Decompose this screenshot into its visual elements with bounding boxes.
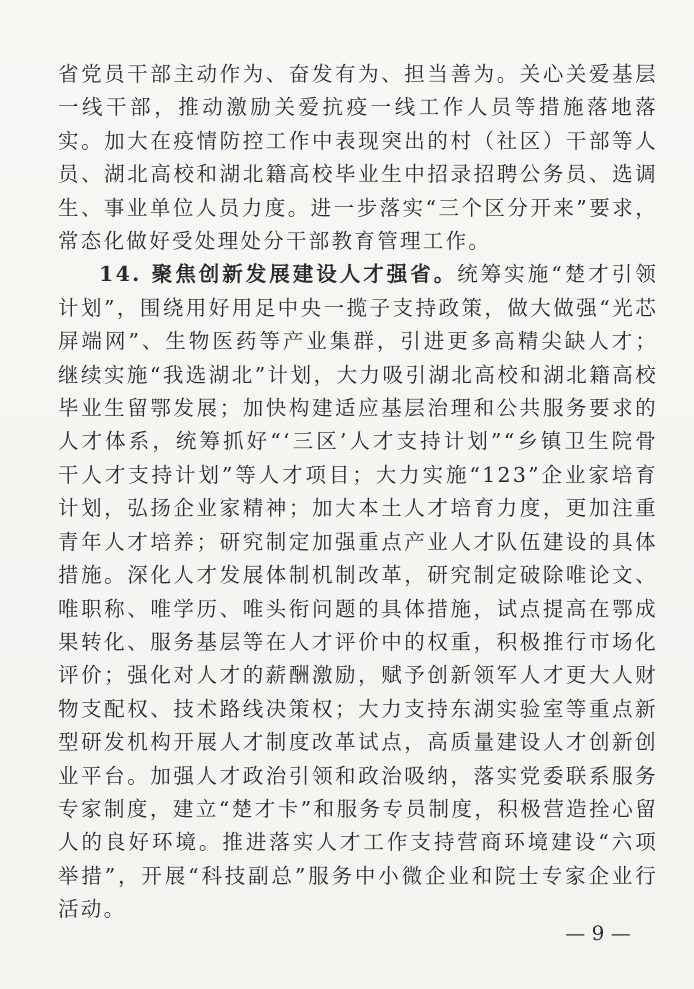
page-number: — 9 — (565, 921, 631, 945)
paragraph-section-14 (58, 258, 658, 926)
section-heading: 14. 聚焦创新发展建设人才强省。 (99, 262, 458, 287)
document-body (58, 58, 658, 927)
paragraph-continuation: 省党员干部主动作为、奋发有为、担当善为。关心关爱基层一线干部，推动激励关爱抗疫一线工作人员等措施落地落实。加大在疫情防控工作中表现突出的村（社区）干部等人员、湖北高校和湖北籍高校毕业生中招录招聘公务员、选调生、事业单位人员力度。进一步落实“三个区分开来”要求，常态化做好受处理处分干部教育管理工作。 (58, 62, 658, 254)
section-body: 统筹实施“楚才引领计划”，围绕用好用足中央一揽子支持政策，做大做强“光芯屏端网”、生物医药等产业集群，引进更多高精尖缺人才；继续实施“我选湖北”计划，大力吸引湖北高校和湖北籍高校毕业生留鄂发展；加快构建适应基层治理和公共服务要求的人才体系，统筹抓好“‘三区’人才支持计划”“乡镇卫生院骨干人才支持计划”等人才项目；大力实施“123”企业家培育计划，弘扬企业家精神；加大本土人才培育力度，更加注重青年人才培养；研究制定加强重点产业人才队伍建设的具体措施。深化人才发展体制机制改革，研究制定破除唯论文、唯职称、唯学历、唯头衔问题的具体措施，试点提高在鄂成果转化、服务基层等在人才评价中的权重，积极推行市场化评价；强化对人才的薪酬激励，赋予创新领军人才更大人财物支配权、技术路线决策权；大力支持东湖实验室等重点新型研发机构开展人才制度改革试点，高质量建设人才创新创业平台。加强人才政治引领和政治吸纳，落实党委联系服务专家制度，建立“楚才卡”和服务专员制度，积极营造拴心留人的良好环境。推进落实人才工作支持营商环境建设“六项举措”，开展“科技副总”服务中小微企业和院士专家企业行活动。 (58, 262, 659, 922)
